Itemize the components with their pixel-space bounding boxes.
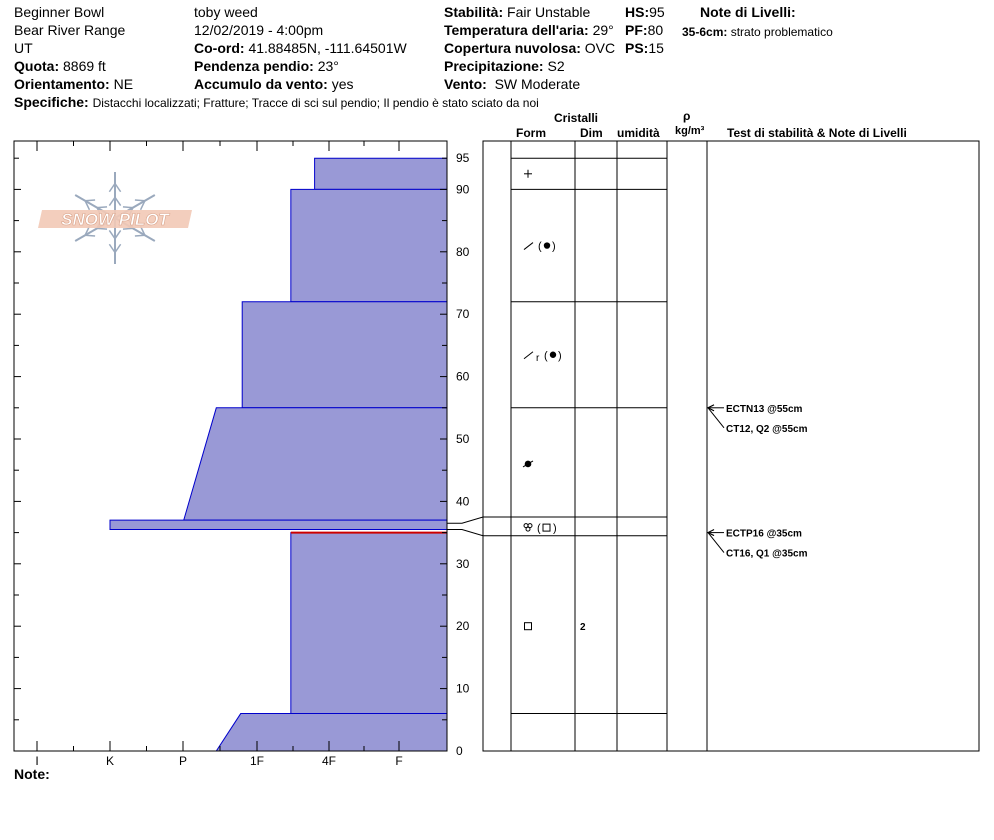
- specifics: Specifiche: Distacchi localizzati; Fratture; Tracce di sci sul pendio; Il pendio è stato sciato da noi: [14, 94, 539, 110]
- snowflake-branch: [85, 200, 95, 201]
- snowflake-branch: [97, 207, 107, 208]
- size-header: Dim: [580, 126, 603, 140]
- moisture-header: umidità: [617, 126, 660, 140]
- hardness-tick-label: I: [35, 754, 39, 768]
- hardness-layer: [110, 520, 447, 529]
- grain-symbol-paren: ): [552, 240, 556, 253]
- grain-frame: [483, 141, 979, 751]
- range: Bear River Range: [14, 22, 126, 38]
- grain-symbol-slash: [524, 243, 533, 250]
- hardness-layer: [216, 714, 447, 751]
- layer-notes-title: Note di Livelli:: [700, 4, 796, 20]
- snowflake-branch: [135, 235, 145, 236]
- hardness-layer: [242, 302, 447, 408]
- coordinates: Co-ord: 41.88485N, -111.64501W: [194, 40, 407, 56]
- wind-loading: Accumulo da vento: yes: [194, 76, 354, 92]
- crystals-header: Cristalli: [554, 111, 599, 125]
- observer: toby weed: [194, 4, 258, 20]
- location: Beginner Bowl: [14, 4, 105, 20]
- depth-tick-label: 30: [456, 556, 470, 571]
- wind: Vento: SW Moderate: [444, 76, 581, 92]
- test-pointer: [708, 408, 724, 428]
- hardness-layer: [315, 158, 447, 189]
- hardness-layer: [184, 408, 447, 520]
- grain-symbol-dot: [544, 242, 550, 248]
- snow-height: HS:95: [625, 4, 665, 20]
- slope-angle: Pendenza pendio: 23°: [194, 58, 339, 74]
- grain-symbol-ring: [526, 527, 530, 531]
- depth-tick-label: 90: [456, 182, 470, 197]
- depth-tick-label: 0: [456, 744, 463, 758]
- depth-tick-label: 95: [456, 151, 470, 166]
- form-header: Form: [516, 126, 546, 140]
- grain-symbol-dot: [550, 352, 556, 358]
- layer-connector: [447, 517, 511, 523]
- note-label: Note:: [14, 766, 50, 782]
- state: UT: [14, 40, 33, 56]
- test-label: ECTP16 @35cm: [726, 528, 802, 540]
- aspect: Orientamento: NE: [14, 76, 134, 92]
- precipitation: Precipitazione: S2: [444, 58, 565, 74]
- test-label: CT16, Q1 @35cm: [726, 548, 808, 560]
- hardness-tick-label: 1F: [249, 754, 265, 768]
- datetime: 12/02/2019 - 4:00pm: [194, 22, 324, 38]
- test-label: ECTN13 @55cm: [726, 403, 803, 415]
- snowflake-branch: [123, 207, 133, 208]
- rho-header: ρ: [683, 109, 691, 123]
- penetration-foot: PF:80: [625, 22, 664, 38]
- penetration-ski: PS:15: [625, 40, 664, 56]
- depth-tick-label: 60: [456, 369, 470, 384]
- hardness-tick-label: P: [178, 754, 188, 768]
- depth-tick-label: 50: [456, 432, 470, 446]
- depth-tick-label: 80: [456, 244, 470, 259]
- grain-column: [447, 158, 667, 713]
- hardness-profile: [110, 158, 447, 751]
- snowflake-branch: [135, 200, 145, 201]
- grain-symbol-square: [525, 623, 532, 630]
- hardness-tick-label: K: [105, 754, 115, 768]
- grain-symbol-paren: ): [553, 522, 557, 535]
- depth-tick-label: 40: [456, 494, 470, 509]
- elevation: Quota: 8869 ft: [14, 58, 106, 74]
- density-unit-header: kg/m³: [675, 125, 705, 137]
- tests-header: Test di stabilità & Note di Livelli: [727, 126, 907, 140]
- depth-tick-label: 70: [456, 307, 470, 322]
- grain-symbol-square: [543, 524, 550, 531]
- grain-size: 2: [580, 622, 586, 634]
- hardness-layer: [291, 189, 447, 301]
- test-label: CT12, Q2 @55cm: [726, 423, 808, 435]
- hardness-tick-label: 4F: [321, 754, 337, 768]
- grain-symbol-r: r: [536, 352, 540, 364]
- stability: Stabilità: Fair Unstable: [444, 4, 591, 20]
- sky-cover: Copertura nuvolosa: OVC: [444, 40, 616, 56]
- grain-symbol-paren: (: [537, 522, 541, 535]
- snowflake-branch: [85, 235, 95, 236]
- hardness-tick-label: F: [395, 754, 403, 768]
- snow-pilot-logo: [38, 172, 192, 264]
- grain-symbol-slash: [524, 352, 533, 359]
- test-pointer: [708, 533, 724, 553]
- grain-symbol-paren: (: [544, 349, 548, 362]
- grain-symbol-paren: (: [538, 240, 542, 253]
- graph-frames: [14, 141, 979, 751]
- grain-symbol-paren: ): [558, 349, 562, 362]
- layer-connector: [447, 529, 511, 535]
- logo-text: SNOW PILOT: [61, 210, 169, 229]
- layer-note: 35-6cm: strato problematico: [682, 25, 833, 39]
- tests-column: [708, 404, 808, 560]
- air-temperature: Temperatura dell'aria: 29°: [444, 22, 614, 38]
- depth-tick-label: 10: [456, 681, 470, 696]
- hardness-layer: [291, 533, 447, 714]
- depth-tick-label: 20: [456, 619, 470, 634]
